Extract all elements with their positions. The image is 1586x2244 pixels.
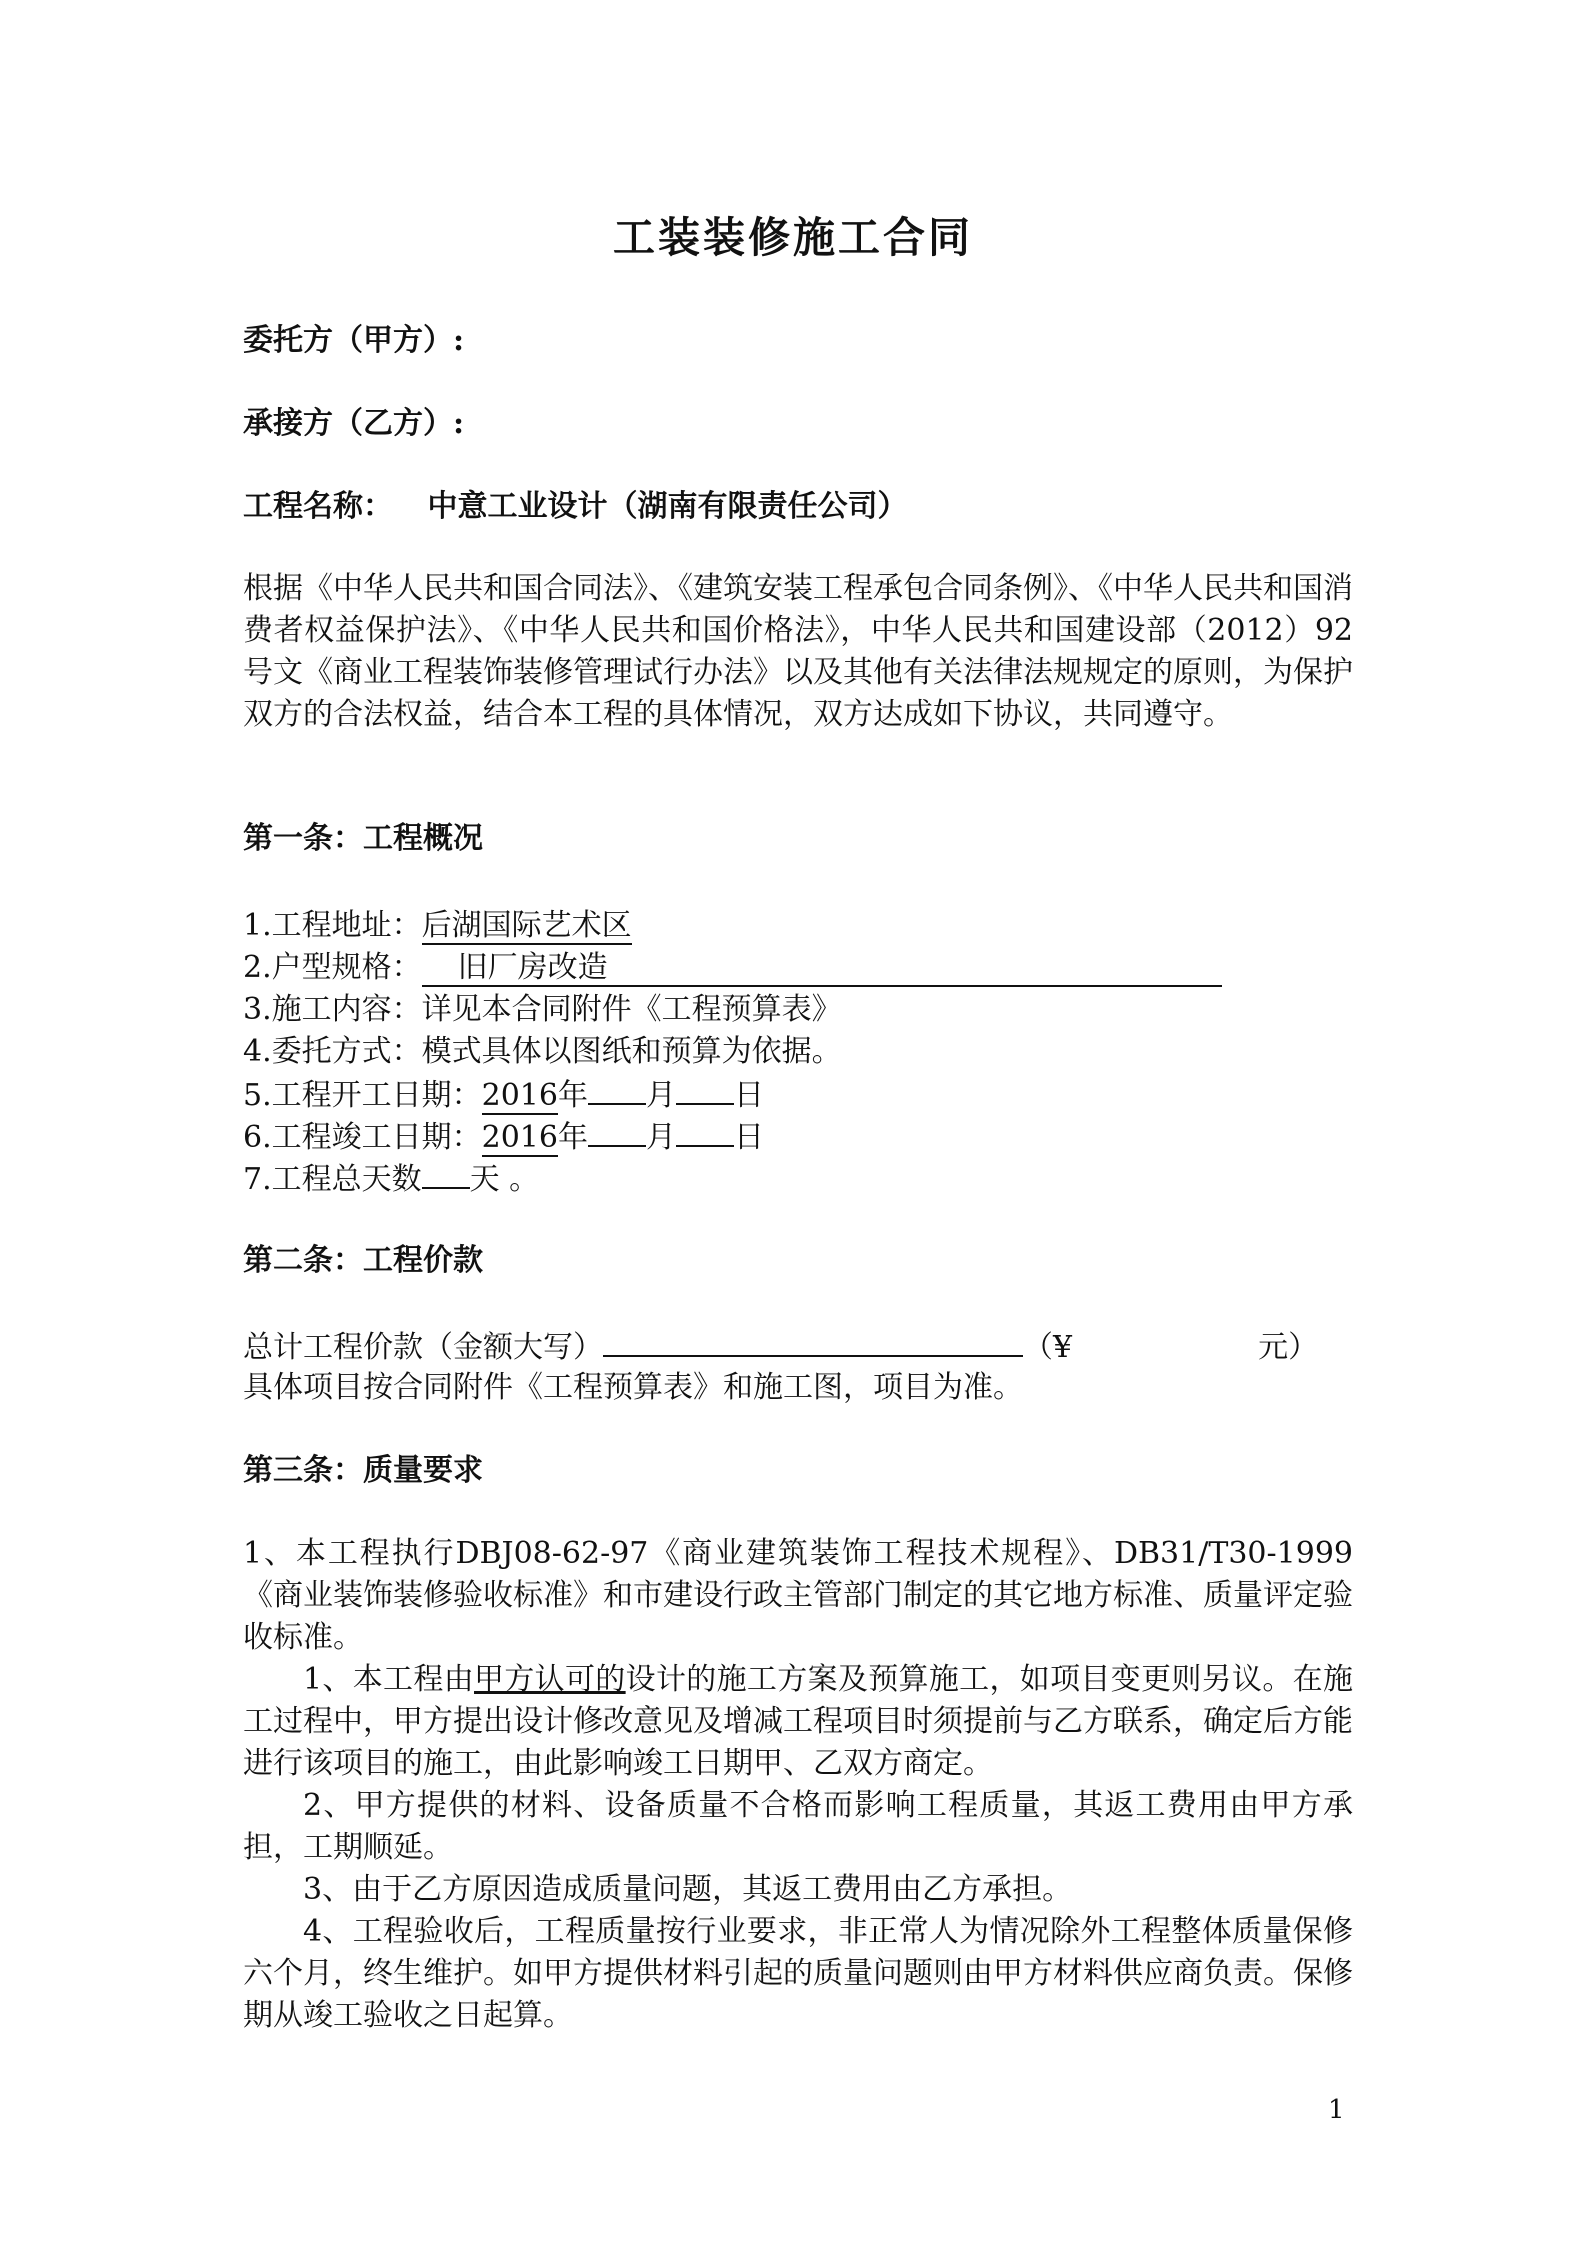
party-b-label: 承接方（乙方）:	[243, 406, 465, 441]
month-unit: 月	[645, 1120, 676, 1155]
clause1-underlined: 甲方认可的	[474, 1662, 626, 1697]
month-unit: 月	[645, 1078, 676, 1113]
article2-heading: 第二条：工程价款	[243, 1243, 483, 1278]
clause1-pre: 1、本工程由	[303, 1662, 475, 1697]
finish-year: 2016	[481, 1120, 558, 1155]
total-days-label: 7.工程总天数	[243, 1162, 422, 1197]
clause1-post: 设计的施工方案及预算施工，如项目变更则另议。在施工过程中，甲方提出设计修改意见及增减工程项目时须提前与乙方联系，确定后方能进行该项目的施工，由此影响竣工日期甲、乙双方商定。	[243, 1662, 1354, 1781]
project-name-value: 中意工业设计（湖南有限责任公司）	[427, 489, 908, 524]
total-price-row	[243, 1325, 1318, 1369]
total-days-row	[243, 1157, 539, 1201]
start-date-row	[243, 1073, 764, 1117]
quality-clause-2: 2、甲方提供的材料、设备质量不合格而影响工程质量，其返工费用由甲方承担，工期顺延。	[243, 1788, 1353, 1865]
quality-clause-4: 4、工程验收后，工程质量按行业要求，非正常人为情况除外工程整体质量保修六个月，终生维护。如甲方提供材料引起的质量问题则由甲方材料供应商负责。保修期从竣工验收之日起算。	[243, 1914, 1353, 2033]
quality-clause-3: 3、由于乙方原因造成质量问题，其返工费用由乙方承担。	[303, 1872, 1073, 1907]
total-price-label: 总计工程价款（金额大写）	[243, 1330, 603, 1365]
project-name-row	[243, 486, 907, 528]
article3-heading: 第三条：质量要求	[243, 1453, 483, 1488]
quality-clause-1	[243, 1659, 1353, 1785]
spec-label: 2.户型规格：	[243, 950, 422, 985]
content-row: 3.施工内容：详见本合同附件《工程预算表》	[243, 992, 842, 1027]
yen-label: （¥	[1023, 1330, 1073, 1365]
project-name-label: 工程名称：	[243, 489, 393, 524]
page-number: 1	[1328, 2095, 1345, 2125]
finish-day-blank	[676, 1115, 734, 1147]
start-date-label: 5.工程开工日期：	[243, 1078, 482, 1113]
document-title: 工装装修施工合同	[612, 213, 973, 262]
day-unit: 日	[733, 1120, 764, 1155]
spec-row	[243, 947, 1222, 989]
yuan-label: 元）	[1258, 1330, 1319, 1365]
finish-date-label: 6.工程竣工日期：	[243, 1120, 482, 1155]
start-year: 2016	[481, 1078, 558, 1113]
finish-month-blank	[588, 1115, 646, 1147]
start-month-blank	[588, 1073, 646, 1105]
start-day-blank	[676, 1073, 734, 1105]
spec-value: 旧厂房改造	[422, 951, 1222, 987]
finish-date-row	[243, 1115, 764, 1159]
day-unit: 日	[733, 1078, 764, 1113]
total-days-blank	[422, 1157, 470, 1189]
price-detail-row: 具体项目按合同附件《工程预算表》和施工图，项目为准。	[243, 1370, 1023, 1405]
total-days-unit: 天 。	[469, 1162, 540, 1197]
address-value: 后湖国际艺术区	[421, 908, 632, 943]
year-unit: 年	[557, 1078, 588, 1113]
preamble-paragraph: 根据《中华人民共和国合同法》、《建筑安装工程承包合同条例》、《中华人民共和国消费者权益保护法》、《中华人民共和国价格法》，中华人民共和国建设部（2012）92号文《商业工程装饰装修管理试行办法》以及其他有关法律法规规定的原则，为保护双方的合法权益，结合本工程的具体情况，双方达成如下协议，共同遵守。	[243, 571, 1353, 732]
address-row	[243, 905, 632, 947]
year-unit: 年	[557, 1120, 588, 1155]
article1-heading: 第一条：工程概况	[243, 821, 483, 856]
total-price-blank	[603, 1325, 1023, 1357]
party-a-label: 委托方（甲方）:	[243, 323, 465, 358]
mode-row: 4.委托方式：模式具体以图纸和预算为依据。	[243, 1034, 842, 1069]
quality-standard-clause: 1、本工程执行DBJ08-62-97《商业建筑装饰工程技术规程》、DB31/T30-1999《商业装饰装修验收标准》和市建设行政主管部门制定的其它地方标准、质量评定验收标准。	[243, 1536, 1353, 1655]
address-label: 1.工程地址：	[243, 908, 422, 943]
